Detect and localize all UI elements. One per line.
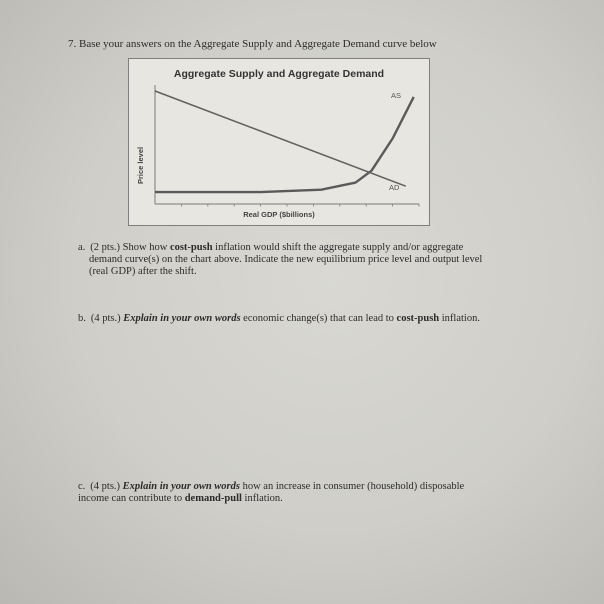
question-title: 7. Base your answers on the Aggregate Supply and Aggregate Demand curve below xyxy=(68,38,437,50)
part-a-text-2: inflation would shift the aggregate supply and/or aggregate xyxy=(212,242,464,253)
chart-plot xyxy=(129,59,431,227)
as-curve-label: AS xyxy=(391,91,402,100)
ad-curve-label: AD xyxy=(389,183,400,192)
part-b-points: (4 pts.) xyxy=(90,313,121,324)
part-b-bold: cost-push xyxy=(396,313,440,324)
part-c-text-3: inflation. xyxy=(241,493,283,504)
part-b-letter: b. xyxy=(78,313,86,324)
part-c xyxy=(78,481,538,505)
x-axis-label: Real GDP ($billions) xyxy=(243,210,315,219)
part-b xyxy=(78,313,538,325)
chart-axes xyxy=(155,85,419,204)
part-c-text-2: income can contribute to xyxy=(78,493,185,504)
as-curve xyxy=(155,97,414,192)
part-a xyxy=(78,242,538,278)
chart-series xyxy=(155,91,414,192)
part-c-bold: demand-pull xyxy=(184,493,242,504)
ad-as-chart xyxy=(128,58,430,226)
part-c-text-1: how an increase in consumer (household) disposable xyxy=(239,481,465,492)
part-a-letter: a. xyxy=(78,242,86,253)
part-a-bold: cost-push xyxy=(169,242,213,253)
y-axis-label: Price level xyxy=(136,146,145,184)
part-c-emphasis: Explain in your own words xyxy=(122,481,240,492)
part-c-points: (4 pts.) xyxy=(90,481,121,492)
part-a-points: (2 pts.) xyxy=(90,242,121,253)
part-b-text-1: economic change(s) that can lead to xyxy=(240,313,397,324)
part-b-emphasis: Explain in your own words xyxy=(123,313,241,324)
part-a-line-3: (real GDP) after the shift. xyxy=(89,266,197,277)
ad-curve xyxy=(155,91,406,186)
part-a-line-2: demand curve(s) on the chart above. Indicate the new equilibrium price level and output level xyxy=(89,254,483,265)
part-a-text-1: Show how xyxy=(122,242,170,253)
part-c-letter: c. xyxy=(78,481,86,492)
part-b-text-2: inflation. xyxy=(439,313,480,324)
chart-title: Aggregate Supply and Aggregate Demand xyxy=(173,68,385,80)
